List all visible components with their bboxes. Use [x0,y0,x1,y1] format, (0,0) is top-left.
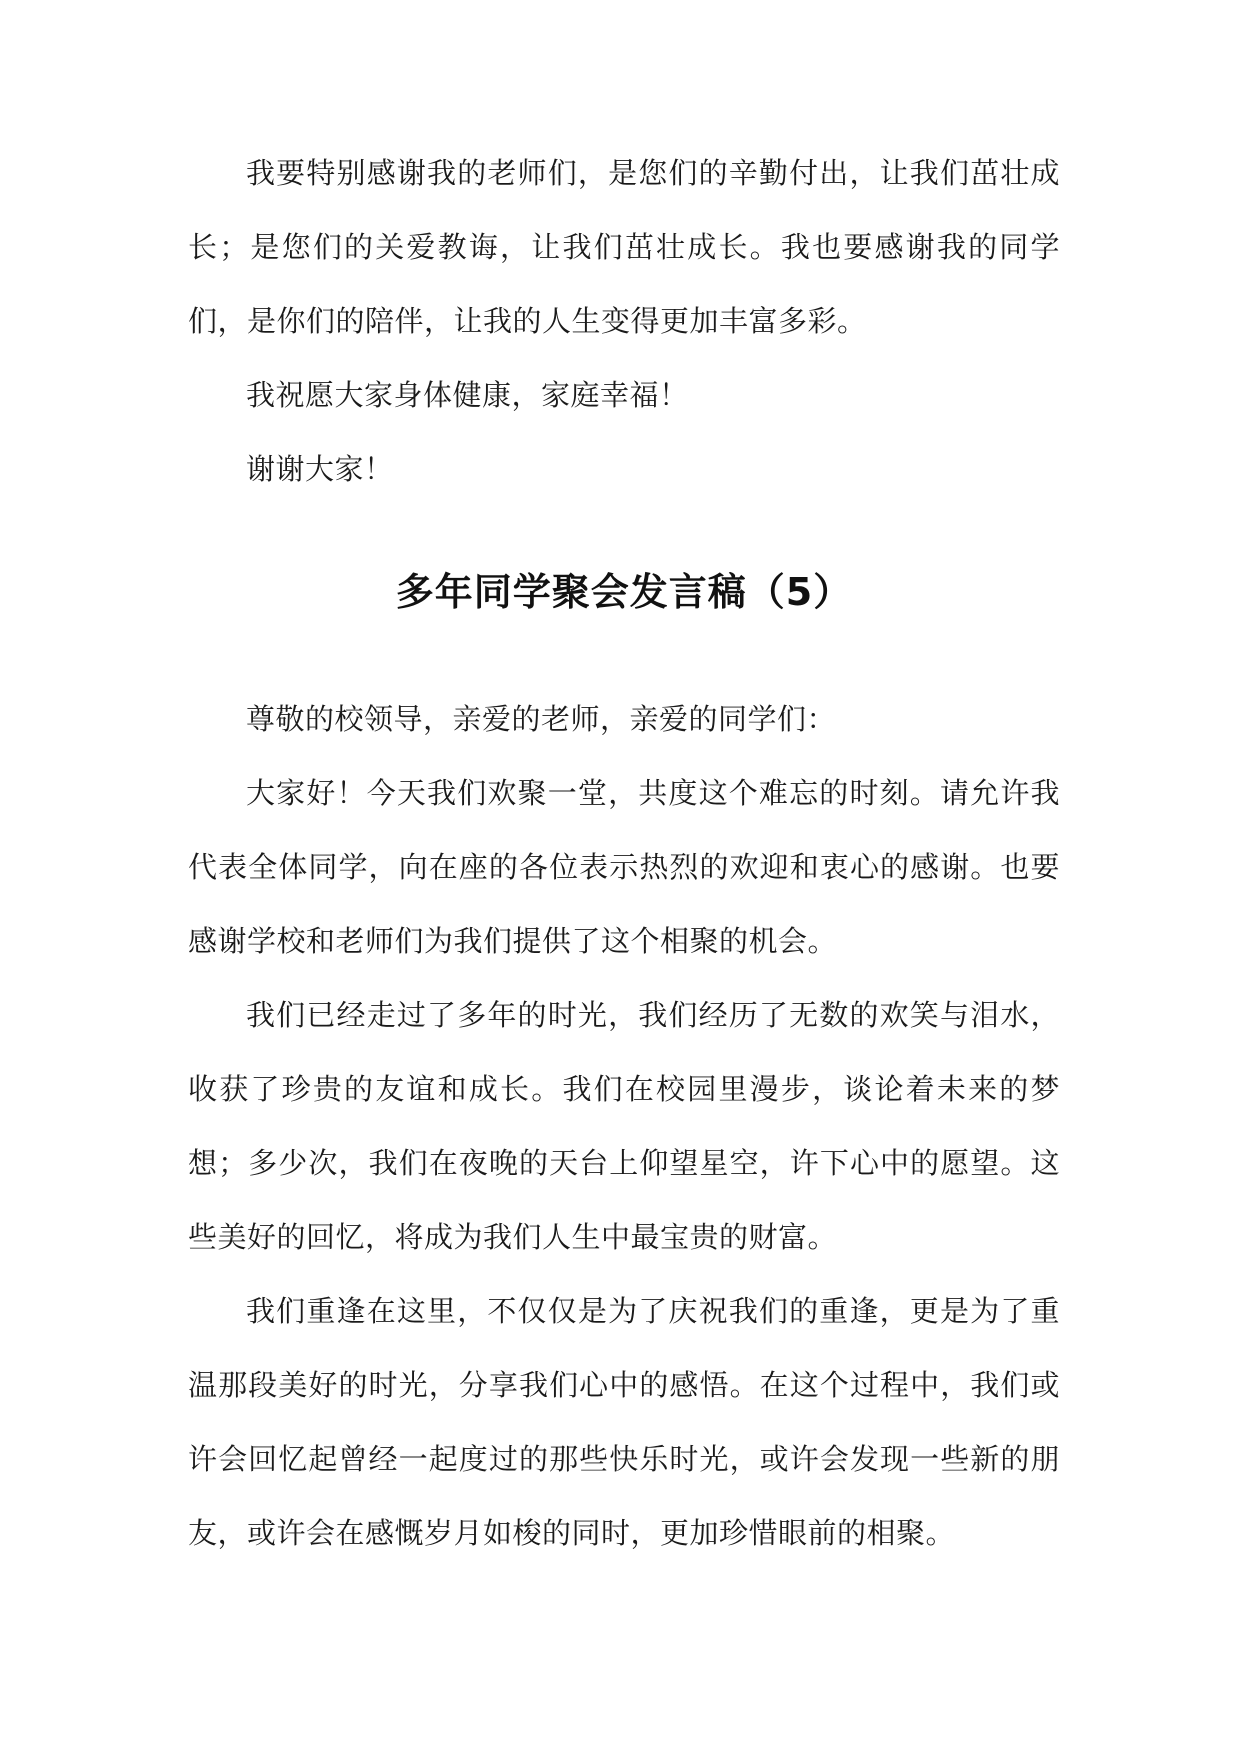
paragraph-reunion: 我们重逢在这里，不仅仅是为了庆祝我们的重逢，更是为了重温那段美好的时光，分享我们心中的感悟。在这个过程中，我们或许会回忆起曾经一起度过的那些快乐时光，或许会发现一些新的朋友，或许会在感慨岁月如梭的同时，更加珍惜眼前的相聚。 [188,1294,1060,1550]
section-heading [188,542,1060,642]
paragraph-greeting: 大家好！今天我们欢聚一堂，共度这个难忘的时刻。请允许我代表全体同学，向在座的各位表示热烈的欢迎和衷心的感谢。也要感谢学校和老师们为我们提供了这个相聚的机会。 [188,776,1060,958]
section-title: 多年同学聚会发言稿（5） [395,570,853,614]
paragraph-closing: 谢谢大家！ [246,452,394,486]
paragraph-memories: 我们已经走过了多年的时光，我们经历了无数的欢笑与泪水，收获了珍贵的友谊和成长。我们在校园里漫步，谈论着未来的梦想；多少次，我们在夜晚的天台上仰望星空，许下心中的愿望。这些美好的回忆，将成为我们人生中最宝贵的财富。 [188,998,1060,1254]
paragraph-thanks: 我要特别感谢我的老师们，是您们的辛勤付出，让我们茁壮成长；是您们的关爱教诲，让我们茁壮成长。我也要感谢我的同学们，是你们的陪伴，让我的人生变得更加丰富多彩。 [188,156,1060,338]
paragraph-salutation: 尊敬的校领导，亲爱的老师，亲爱的同学们： [246,702,837,736]
paragraph-wishes: 我祝愿大家身体健康，家庭幸福！ [246,378,689,412]
document-body [188,136,1060,1570]
